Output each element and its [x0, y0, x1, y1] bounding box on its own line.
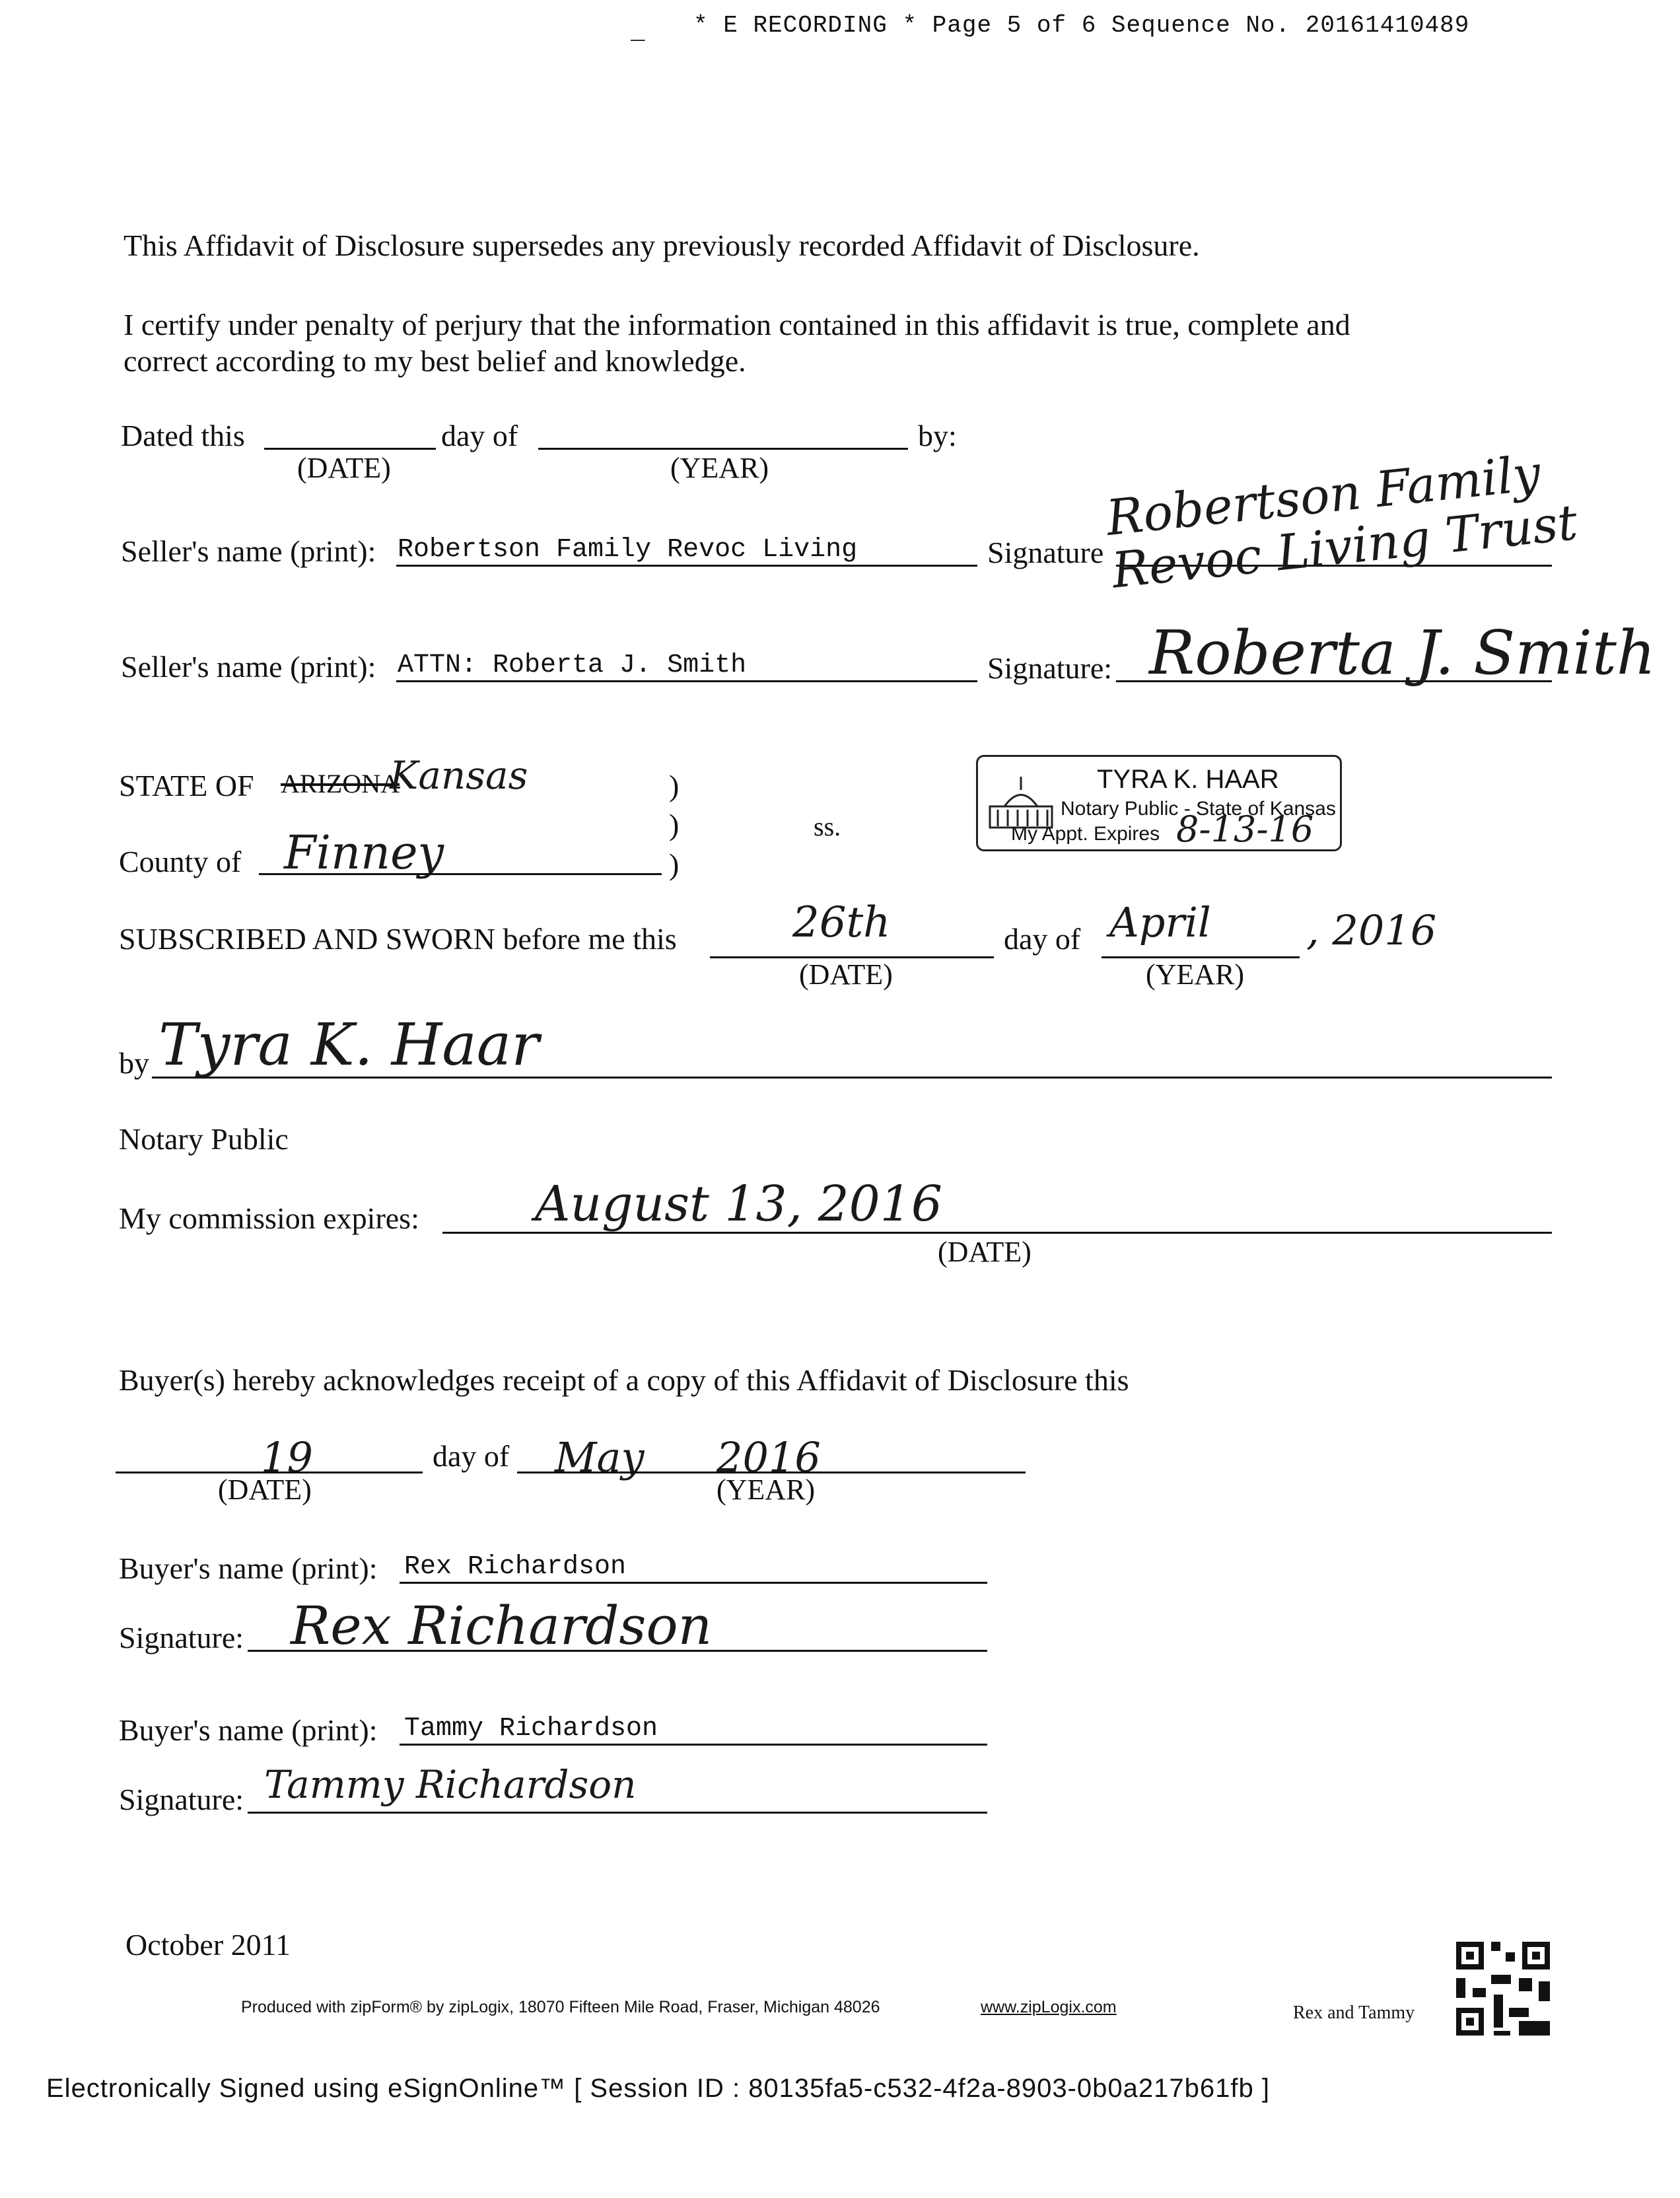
- buyer-2-name-line: [400, 1744, 987, 1746]
- seller-2-name[interactable]: ATTN: Roberta J. Smith: [398, 651, 747, 680]
- stamp-expires-label: My Appt. Expires: [1011, 823, 1160, 845]
- dated-date-line[interactable]: [264, 448, 436, 450]
- county-label: County of: [119, 845, 242, 878]
- certify-text-1: I certify under penalty of perjury that the information contained in this affidavit is true, complete and: [123, 308, 1350, 341]
- buyer-2-sig-label: Signature:: [119, 1783, 244, 1816]
- sworn-year-handwritten[interactable]: , 2016: [1306, 906, 1437, 954]
- buyer-1-sig-label: Signature:: [119, 1621, 244, 1654]
- file-name: Rex and Tammy: [1293, 2003, 1415, 2023]
- buyer-2-signature[interactable]: Tammy Richardson: [264, 1762, 637, 1807]
- state-label: STATE OF: [119, 769, 254, 802]
- state-handwritten[interactable]: Kansas: [390, 753, 528, 798]
- buyer-1-sig-line: [248, 1650, 987, 1652]
- produced-with: Produced with zipForm® by zipLogix, 18070 Fifteen Mile Road, Fraser, Michigan 48026: [241, 1998, 880, 2016]
- buyer-1-label: Buyer's name (print):: [119, 1551, 378, 1585]
- recording-header: * E RECORDING * Page 5 of 6 Sequence No. 20161410489: [693, 12, 1470, 39]
- esign-footer: Electronically Signed using eSignOnline™ [ Session ID : 80135fa5-c532-4f2a-8903-0b0a217b61fb ]: [46, 2074, 1270, 2103]
- buyer-1-name-line: [400, 1582, 987, 1584]
- sworn-date-caption: (DATE): [799, 958, 893, 991]
- form-date: October 2011: [125, 1928, 291, 1962]
- dated-label: Dated this: [121, 419, 245, 452]
- commission-label: My commission expires:: [119, 1201, 419, 1235]
- notary-stamp: [976, 755, 1342, 851]
- notary-signature[interactable]: Tyra K. Haar: [158, 1010, 540, 1079]
- seller-1-label: Seller's name (print):: [121, 534, 376, 568]
- sworn-text: SUBSCRIBED AND SWORN before me this: [119, 922, 677, 956]
- buyer-1-signature[interactable]: Rex Richardson: [291, 1595, 713, 1656]
- commission-date-caption: (DATE): [938, 1236, 1032, 1268]
- buyer-ack-year-caption: (YEAR): [717, 1473, 816, 1506]
- buyer-ack-year-handwritten[interactable]: 2016: [717, 1433, 821, 1481]
- seller-2-name-line: [396, 680, 977, 682]
- seller-1-sig-label: Signature: [987, 536, 1104, 569]
- seller-2-signature[interactable]: Roberta J. Smith: [1149, 618, 1656, 688]
- dated-by: by:: [918, 419, 957, 452]
- sworn-date-handwritten[interactable]: 26th: [792, 898, 891, 947]
- stamp-title: Notary Public - State of Kansas: [1061, 798, 1336, 820]
- stamp-expires-handwritten[interactable]: 8-13-16: [1176, 808, 1314, 850]
- commission-handwritten[interactable]: August 13, 2016: [535, 1176, 942, 1232]
- sworn-year-caption: (YEAR): [1146, 958, 1245, 991]
- venue-ss: ss.: [814, 812, 841, 841]
- buyer-1-name[interactable]: Rex Richardson: [404, 1552, 627, 1582]
- buyer-ack-text: Buyer(s) hereby acknowledges receipt of a copy of this Affidavit of Disclosure this: [119, 1363, 1129, 1397]
- seller-2-sig-label: Signature:: [987, 651, 1113, 685]
- dated-year-caption: (YEAR): [670, 452, 769, 484]
- seller-1-name[interactable]: Robertson Family Revoc Living: [398, 535, 858, 565]
- ziplogix-link[interactable]: www.zipLogix.com: [981, 1998, 1117, 2016]
- state-struck: ARIZONA: [281, 769, 400, 798]
- buyer-2-sig-line: [248, 1812, 987, 1814]
- supersedes-text: This Affidavit of Disclosure supersedes any previously recorded Affidavit of Disclosure.: [123, 229, 1200, 262]
- buyer-ack-month-handwritten[interactable]: May: [555, 1433, 645, 1481]
- venue-paren-2: ): [669, 808, 680, 841]
- notary-by: by: [119, 1046, 149, 1080]
- seller-2-label: Seller's name (print):: [121, 650, 376, 684]
- commission-line: [442, 1232, 1552, 1234]
- buyer-2-name[interactable]: Tammy Richardson: [404, 1714, 658, 1744]
- seller-1-name-line: [396, 565, 977, 567]
- certify-text-2: correct according to my best belief and knowledge.: [123, 344, 746, 378]
- county-line: [259, 873, 662, 875]
- dated-day-of: day of: [441, 419, 518, 452]
- buyer-ack-date-caption: (DATE): [218, 1473, 312, 1506]
- buyer-ack-day-of: day of: [433, 1439, 510, 1473]
- notary-sig-line: [152, 1077, 1552, 1079]
- sworn-day-of: day of: [1004, 922, 1081, 956]
- notary-title: Notary Public: [119, 1122, 289, 1156]
- buyer-2-label: Buyer's name (print):: [119, 1713, 378, 1747]
- venue-paren-1: ): [669, 769, 680, 802]
- dated-date-caption: (DATE): [297, 452, 391, 484]
- header-mark: _: [631, 18, 645, 46]
- stamp-name: TYRA K. HAAR: [1097, 765, 1279, 794]
- venue-paren-3: ): [669, 847, 680, 881]
- buyer-ack-date-handwritten[interactable]: 19: [261, 1433, 313, 1481]
- county-handwritten[interactable]: Finney: [284, 826, 444, 880]
- dated-year-line[interactable]: [538, 448, 908, 450]
- seller-1-signature[interactable]: Robertson Family Revoc Living Trust: [1103, 444, 1580, 600]
- sworn-month-handwritten[interactable]: April: [1109, 898, 1211, 946]
